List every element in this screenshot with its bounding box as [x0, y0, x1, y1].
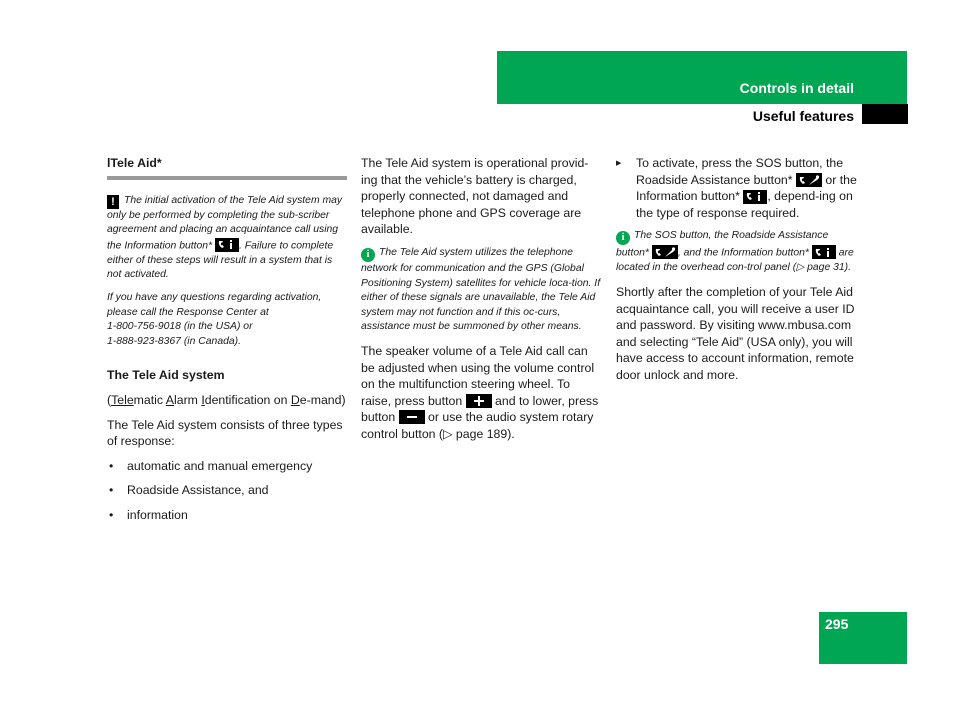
- info-icon: i: [616, 231, 630, 245]
- header-band: [497, 51, 907, 104]
- page-reference-icon: ▷: [443, 426, 453, 441]
- list-item: • information: [107, 507, 347, 524]
- response-types-list: [107, 458, 347, 524]
- roadside-assistance-button-icon: [796, 173, 822, 187]
- minus-button-icon: [399, 410, 425, 424]
- section-title: Useful features: [752, 108, 854, 124]
- information-button-icon: [215, 238, 239, 252]
- info-icon: i: [361, 248, 375, 262]
- activation-help-note: If you have any questions regarding activation, please call the Response Center at 1-800-756-9018 (in the USA) or 1-888-923-8367 (in Canada).: [107, 292, 322, 347]
- page-reference-icon: ▷: [796, 262, 805, 274]
- column-3: [616, 155, 860, 392]
- topic-heading: lTele Aid*: [107, 155, 347, 180]
- plus-button-icon: [466, 394, 492, 408]
- information-button-icon: [812, 245, 836, 259]
- list-item: • Roadside Assistance, and: [107, 482, 347, 499]
- volume-paragraph: The speaker volume of a Tele Aid call can be adjusted when using the volume control on the multifunction steering wheel. To raise, press button and to lower, press button or use the audio system rotary control button (▷ page 189).: [361, 343, 599, 441]
- account-access-paragraph: Shortly after the completion of your Tele Aid acquaintance call, you will receive a user ID and password. By visiting www.mbusa.com and selecting “Tele Aid” (USA only), you will have access to account information, remote door unlock and more.: [616, 285, 855, 383]
- info-note-buttons-location: i The SOS button, the Roadside Assistance button* , and the Information button* are located in the overhead con-trol panel (▷ page 31).: [616, 230, 854, 274]
- chapter-title: Controls in detail: [739, 80, 854, 96]
- page-number: 295: [825, 616, 849, 632]
- subheading-tele-aid-system: The Tele Aid system: [107, 368, 225, 383]
- activation-step: ▶ To activate, press the SOS button, the Roadside Assistance button* or the Information button* , depend-ing on the type of response required.: [616, 155, 860, 221]
- column-2: [361, 155, 601, 451]
- list-item: • automatic and manual emergency: [107, 458, 347, 475]
- types-intro: The Tele Aid system consists of three types of response:: [107, 417, 343, 449]
- roadside-assistance-button-icon: [652, 245, 678, 259]
- info-note: i The Tele Aid system utilizes the telephone network for communication and the GPS (Global Positioning System) satellites for vehicle loca-tion. If either of these signals are unavailable, the Tele Aid system may not function and if this oc-curs, assistance must be summoned by other means.: [361, 246, 601, 333]
- warning-icon: !: [107, 195, 119, 209]
- warning-note: ! The initial activation of the Tele Aid system may only be performed by completing the sub-scriber agreement and placing an acquaintance call using the Information button* . Failure to complete either of these steps will result in a system that is not activated.: [107, 194, 343, 281]
- information-button-icon: [743, 190, 767, 204]
- operational-paragraph: The Tele Aid system is operational provid-ing that the vehicle’s battery is charged, properly connected, not damaged and telephone phone and GPS coverage are available.: [361, 156, 589, 237]
- acronym-expansion: (Telematic Alarm Identification on De-mand): [107, 393, 346, 408]
- section-marker-bar: [862, 104, 908, 124]
- column-1: [107, 155, 347, 532]
